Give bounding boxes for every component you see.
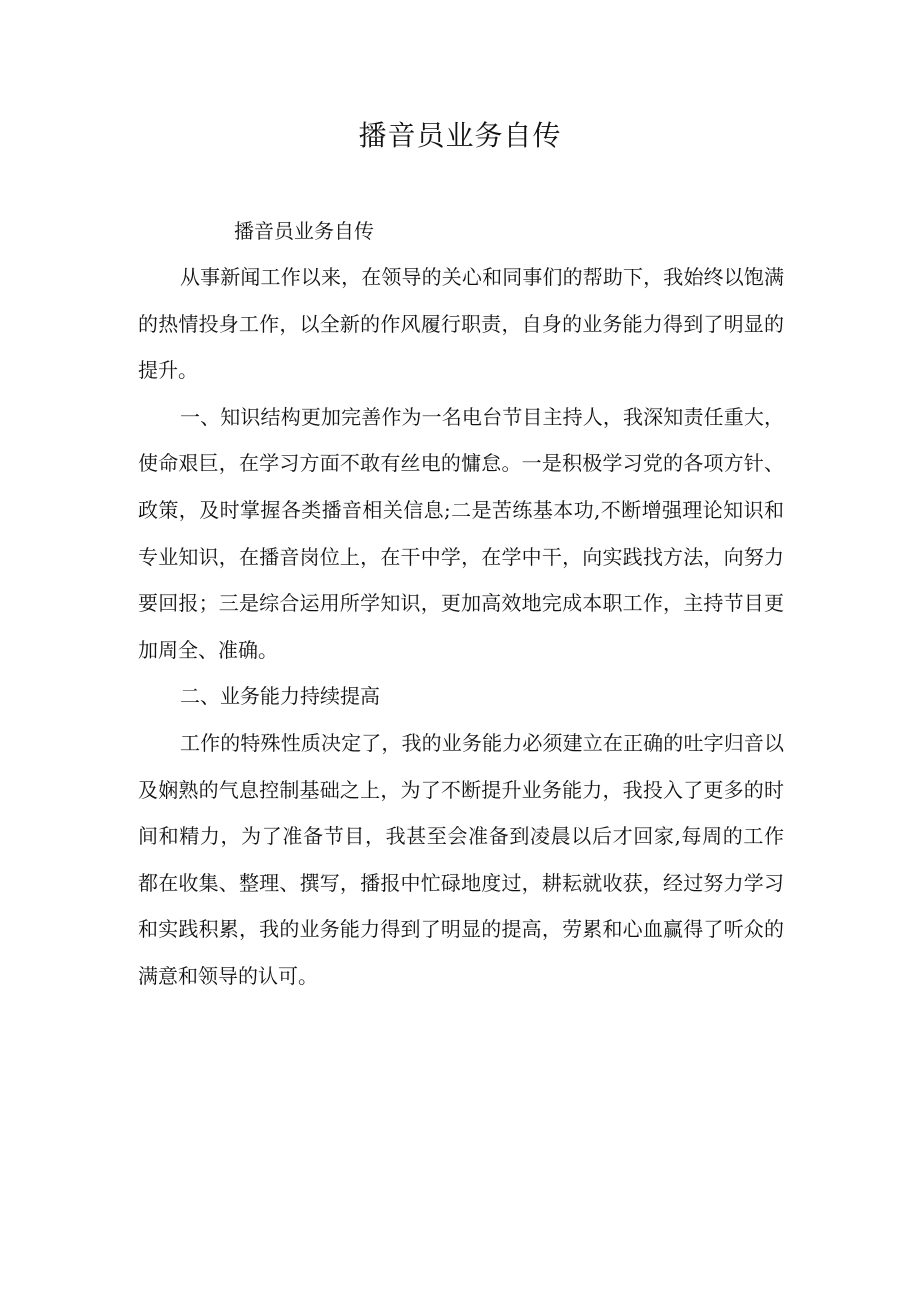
intro-paragraph: 从事新闻工作以来，在领导的关心和同事们的帮助下，我始终以饱满的热情投身工作，以全新的作风履行职责，自身的业务能力得到了明显的提升。 [138, 265, 784, 383]
section2-paragraph: 工作的特殊性质决定了，我的业务能力必须建立在正确的吐字归音以及娴熟的气息控制基础之上，为了不断提升业务能力，我投入了更多的时间和精力，为了准备节目，我甚至会准备到凌晨以后才回家,每周的工作都在收集、整理、撰写，播报中忙碌地度过，耕耘就收获，经过努力学习和实践积累，我的业务能力得到了明显的提高，劳累和心血赢得了听众的满意和领导的认可。 [138, 730, 784, 988]
document-title: 播音员业务自传 [358, 119, 562, 152]
section2-heading: 二、业务能力持续提高 [180, 684, 380, 709]
section1-paragraph: 一、知识结构更加完善作为一名电台节目主持人，我深知责任重大，使命艰巨，在学习方面不敢有丝电的慵怠。一是积极学习党的各项方针、政策，及时掌握各类播音相关信息;二是苦练基本功,不断增强理论知识和专业知识，在播音岗位上，在干中学，在学中干，向实践找方法，向努力要回报；三是综合运用所学知识，更加高效地完成本职工作，主持节目更加周全、准确。 [138, 404, 784, 662]
document-subtitle: 播音员业务自传 [234, 219, 374, 243]
document-body [138, 208, 784, 1000]
